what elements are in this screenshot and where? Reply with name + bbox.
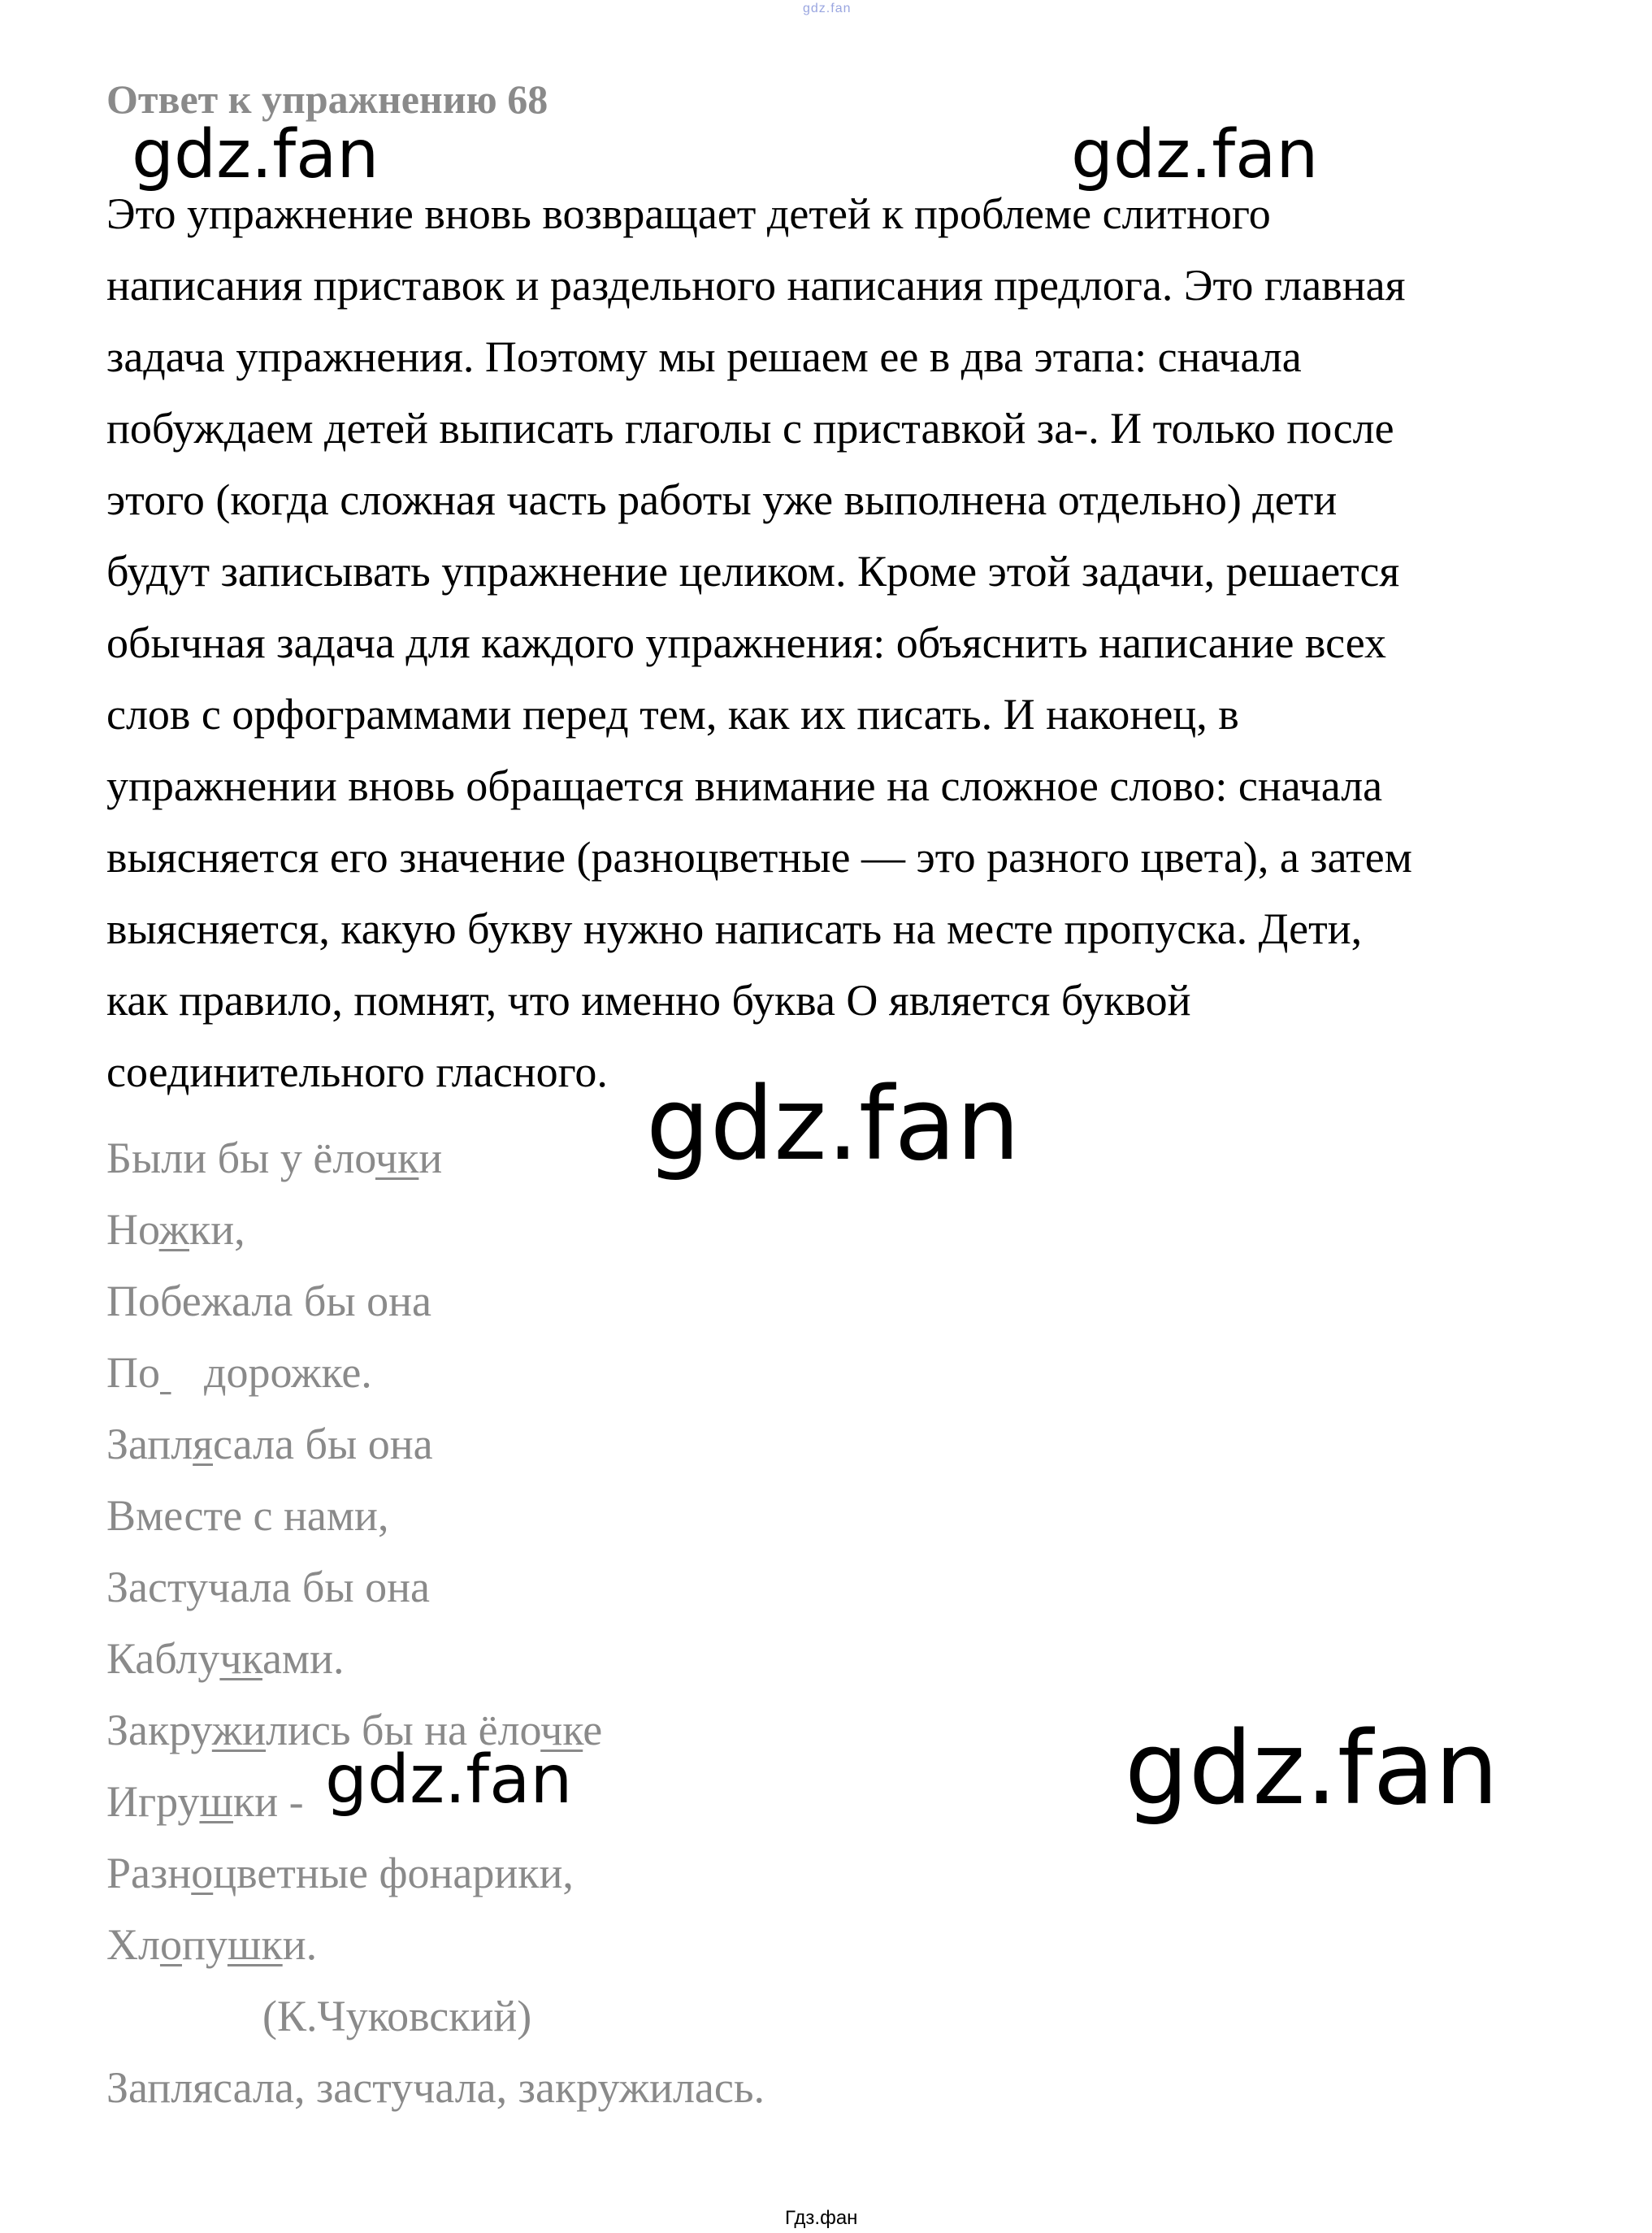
paragraph-line: этого (когда сложная часть работы уже выполнена отдельно) дети xyxy=(106,475,1338,524)
paragraph-line: будут записывать упражнение целиком. Кроме этой задачи, решается xyxy=(106,547,1400,596)
poem-line: Ножки, xyxy=(106,1205,245,1254)
poem-line: Застучала бы она xyxy=(106,1563,431,1611)
watermark: gdz.fan xyxy=(1071,116,1319,193)
underlined-spelling: ш xyxy=(199,1777,234,1826)
watermark: gdz.fan xyxy=(132,116,379,193)
paragraph-line: Это упражнение вновь возвращает детей к проблеме слитного xyxy=(106,189,1271,238)
top-watermark: gdz.fan xyxy=(803,2,852,15)
paragraph-line: соединительного гласного. xyxy=(106,1047,608,1096)
poem-line: Вместе с нами, xyxy=(106,1491,389,1540)
poem-line: Закружились бы на ёлочке xyxy=(106,1706,603,1754)
underlined-spelling: ж xyxy=(158,1205,189,1254)
underlined-spelling xyxy=(160,1348,171,1397)
underlined-spelling: чк xyxy=(219,1634,262,1683)
underlined-spelling: чк xyxy=(540,1706,583,1754)
page-title: Ответ к упражнению 68 xyxy=(106,76,548,122)
paragraph-line: слов с орфограммами перед тем, как их писать. И наконец, в xyxy=(106,690,1239,739)
watermark: gdz.fan xyxy=(646,1066,1021,1183)
poem-line: Хлопушки. xyxy=(106,1920,318,1969)
underlined-spelling: о xyxy=(159,1920,182,1969)
underlined-spelling: шк xyxy=(227,1920,283,1969)
explanation-paragraph xyxy=(106,178,1618,1108)
underlined-spelling: о xyxy=(191,1849,214,1897)
paragraph-line: написания приставок и раздельного написания предлога. Это главная xyxy=(106,261,1406,310)
poem-line: Были бы у ёлочки xyxy=(106,1134,443,1182)
poem-author: (К.Чуковский) xyxy=(262,1992,532,2040)
paragraph-line: задача упражнения. Поэтому мы решаем ее в два этапа: сначала xyxy=(106,332,1302,381)
poem-line: Каблучками. xyxy=(106,1634,345,1683)
paragraph-line: выясняется, какую букву нужно написать на месте пропуска. Дети, xyxy=(106,904,1363,953)
poem-line: Заплясала бы она xyxy=(106,1420,433,1468)
footer-watermark: Гдз.фан xyxy=(785,2207,858,2229)
paragraph-line: выясняется его значение (разноцветные — это разного цвета), а затем xyxy=(106,833,1412,882)
poem-line: По дорожке. xyxy=(106,1348,372,1397)
watermark: gdz.fan xyxy=(325,1741,573,1819)
poem-line: Побежала бы она xyxy=(106,1277,432,1325)
paragraph-line: обычная задача для каждого упражнения: объяснить написание всех xyxy=(106,618,1386,667)
underlined-spelling: чк xyxy=(375,1134,419,1182)
paragraph-line: как правило, помнят, что именно буква О является буквой xyxy=(106,976,1191,1025)
underlined-spelling: жи xyxy=(211,1706,267,1754)
paragraph-line: упражнении вновь обращается внимание на сложное слово: сначала xyxy=(106,761,1383,810)
verbs-answer: Заплясала, застучала, закружилась. xyxy=(106,2063,765,2112)
poem xyxy=(106,1122,765,2123)
poem-line: Игрушки - xyxy=(106,1777,304,1826)
poem-line: Разноцветные фонарики, xyxy=(106,1849,574,1897)
underlined-spelling: я xyxy=(193,1420,213,1468)
watermark: gdz.fan xyxy=(1125,1711,1499,1828)
paragraph-line: побуждаем детей выписать глаголы с приставкой за-. И только после xyxy=(106,404,1394,453)
